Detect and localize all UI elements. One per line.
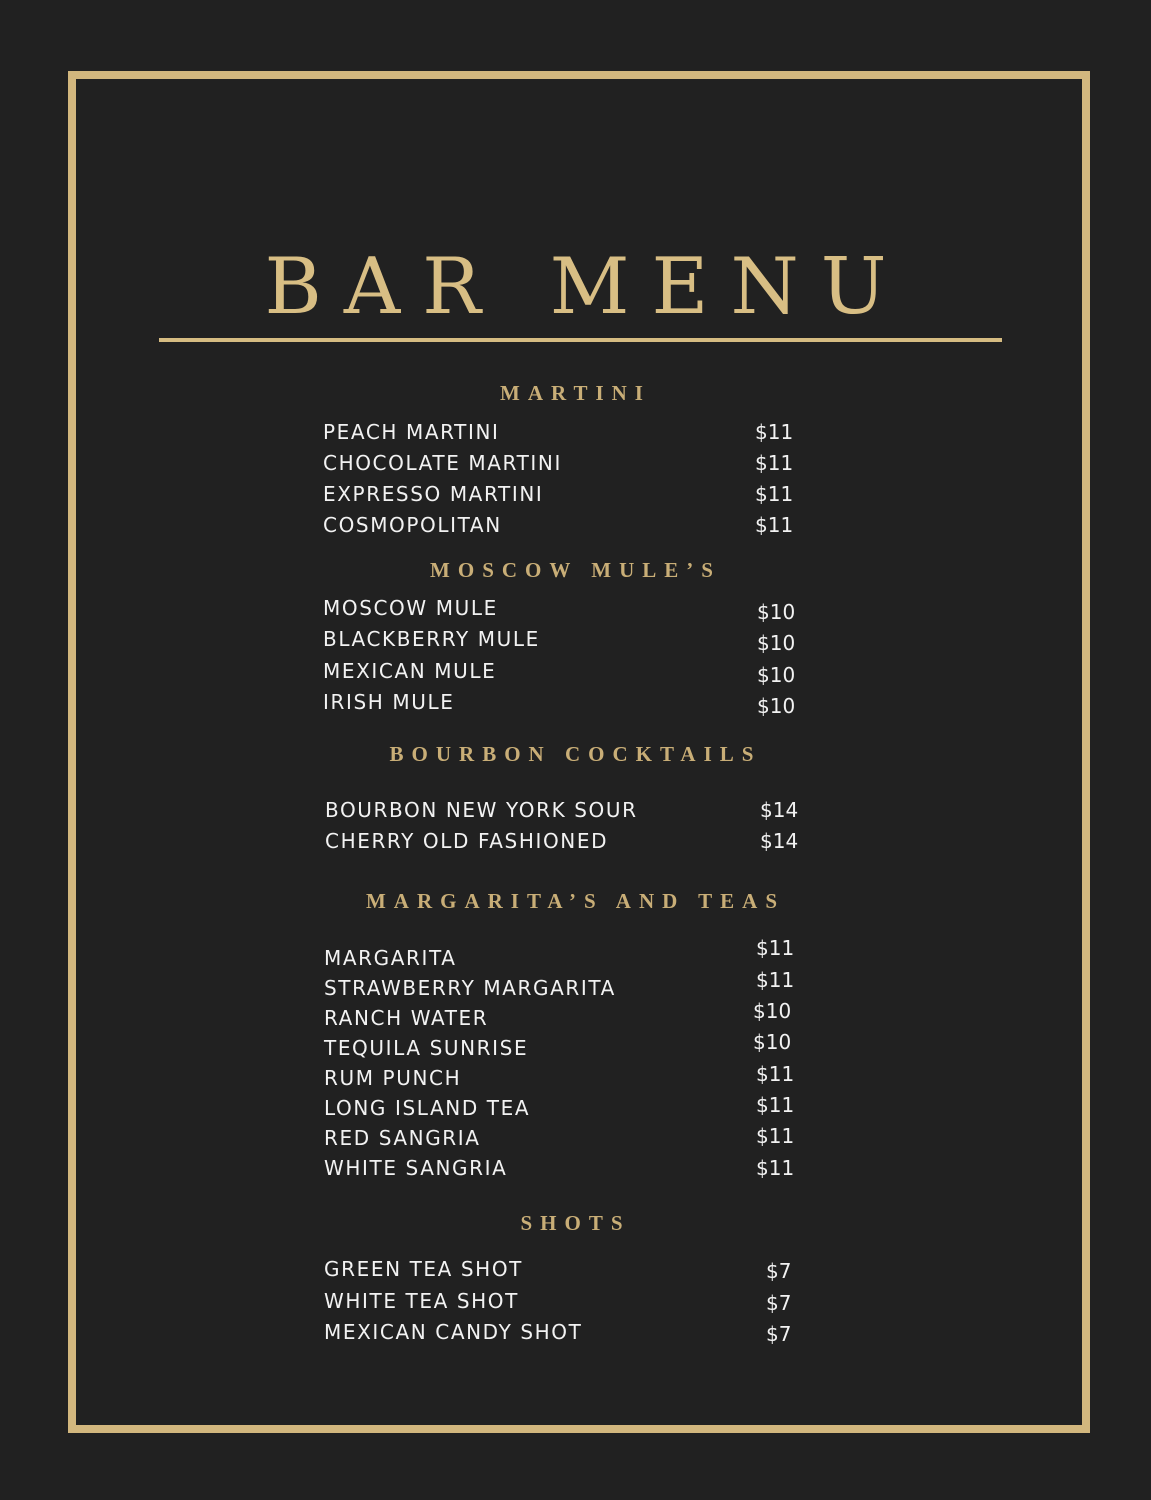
title-divider bbox=[159, 338, 1002, 342]
menu-item-price: $10 bbox=[757, 694, 796, 718]
menu-item-price: $7 bbox=[766, 1291, 792, 1315]
menu-item-name: RUM PUNCH bbox=[324, 1066, 462, 1090]
menu-item-price: $10 bbox=[753, 999, 792, 1023]
menu-item-name: GREEN TEA SHOT bbox=[324, 1257, 523, 1281]
section-heading-margaritas-and-teas: MARGARITA’S AND TEAS bbox=[365, 889, 786, 913]
menu-item-name: MARGARITA bbox=[324, 946, 457, 970]
menu-item-name: CHERRY OLD FASHIONED bbox=[325, 829, 609, 853]
menu-item-price: $11 bbox=[756, 1156, 795, 1180]
menu-item-name: BLACKBERRY MULE bbox=[323, 627, 540, 651]
menu-item-price: $11 bbox=[756, 1062, 795, 1086]
menu-item-price: $14 bbox=[760, 829, 799, 853]
section-heading-martini: MARTINI bbox=[500, 381, 651, 405]
menu-item-name: WHITE SANGRIA bbox=[324, 1156, 508, 1180]
menu-item-price: $11 bbox=[756, 968, 795, 992]
menu-item-price: $10 bbox=[753, 1030, 792, 1054]
menu-item-name: EXPRESSO MARTINI bbox=[323, 482, 544, 506]
menu-item-name: WHITE TEA SHOT bbox=[324, 1289, 519, 1313]
menu-item-name: CHOCOLATE MARTINI bbox=[323, 451, 562, 475]
menu-item-price: $11 bbox=[755, 420, 794, 444]
menu-item-price: $11 bbox=[756, 936, 795, 960]
section-heading-bourbon-cocktails: BOURBON COCKTAILS bbox=[389, 742, 762, 766]
menu-item-name: RED SANGRIA bbox=[324, 1126, 481, 1150]
section-heading-moscow-mules: MOSCOW MULE’S bbox=[430, 558, 721, 582]
menu-item-name: IRISH MULE bbox=[323, 690, 455, 714]
menu-item-price: $11 bbox=[755, 513, 794, 537]
menu-item-price: $10 bbox=[757, 631, 796, 655]
menu-item-price: $11 bbox=[756, 1093, 795, 1117]
menu-item-name: RANCH WATER bbox=[324, 1006, 489, 1030]
menu-item-name: COSMOPOLITAN bbox=[323, 513, 502, 537]
menu-item-name: PEACH MARTINI bbox=[323, 420, 500, 444]
menu-item-name: TEQUILA SUNRISE bbox=[324, 1036, 529, 1060]
menu-item-name: MEXICAN CANDY SHOT bbox=[324, 1320, 583, 1344]
menu-item-name: MOSCOW MULE bbox=[323, 596, 498, 620]
menu-item-price: $11 bbox=[756, 1124, 795, 1148]
menu-item-name: STRAWBERRY MARGARITA bbox=[324, 976, 616, 1000]
menu-item-name: LONG ISLAND TEA bbox=[324, 1096, 531, 1120]
menu-item-price: $7 bbox=[766, 1322, 792, 1346]
menu-item-price: $11 bbox=[755, 451, 794, 475]
menu-title: BAR MENU bbox=[264, 242, 909, 333]
section-heading-shots: SHOTS bbox=[520, 1211, 631, 1235]
menu-item-price: $10 bbox=[757, 663, 796, 687]
menu-item-price: $7 bbox=[766, 1259, 792, 1283]
menu-item-price: $14 bbox=[760, 798, 799, 822]
menu-item-name: BOURBON NEW YORK SOUR bbox=[325, 798, 638, 822]
menu-item-price: $11 bbox=[755, 482, 794, 506]
menu-item-price: $10 bbox=[757, 600, 796, 624]
menu-item-name: MEXICAN MULE bbox=[323, 659, 497, 683]
